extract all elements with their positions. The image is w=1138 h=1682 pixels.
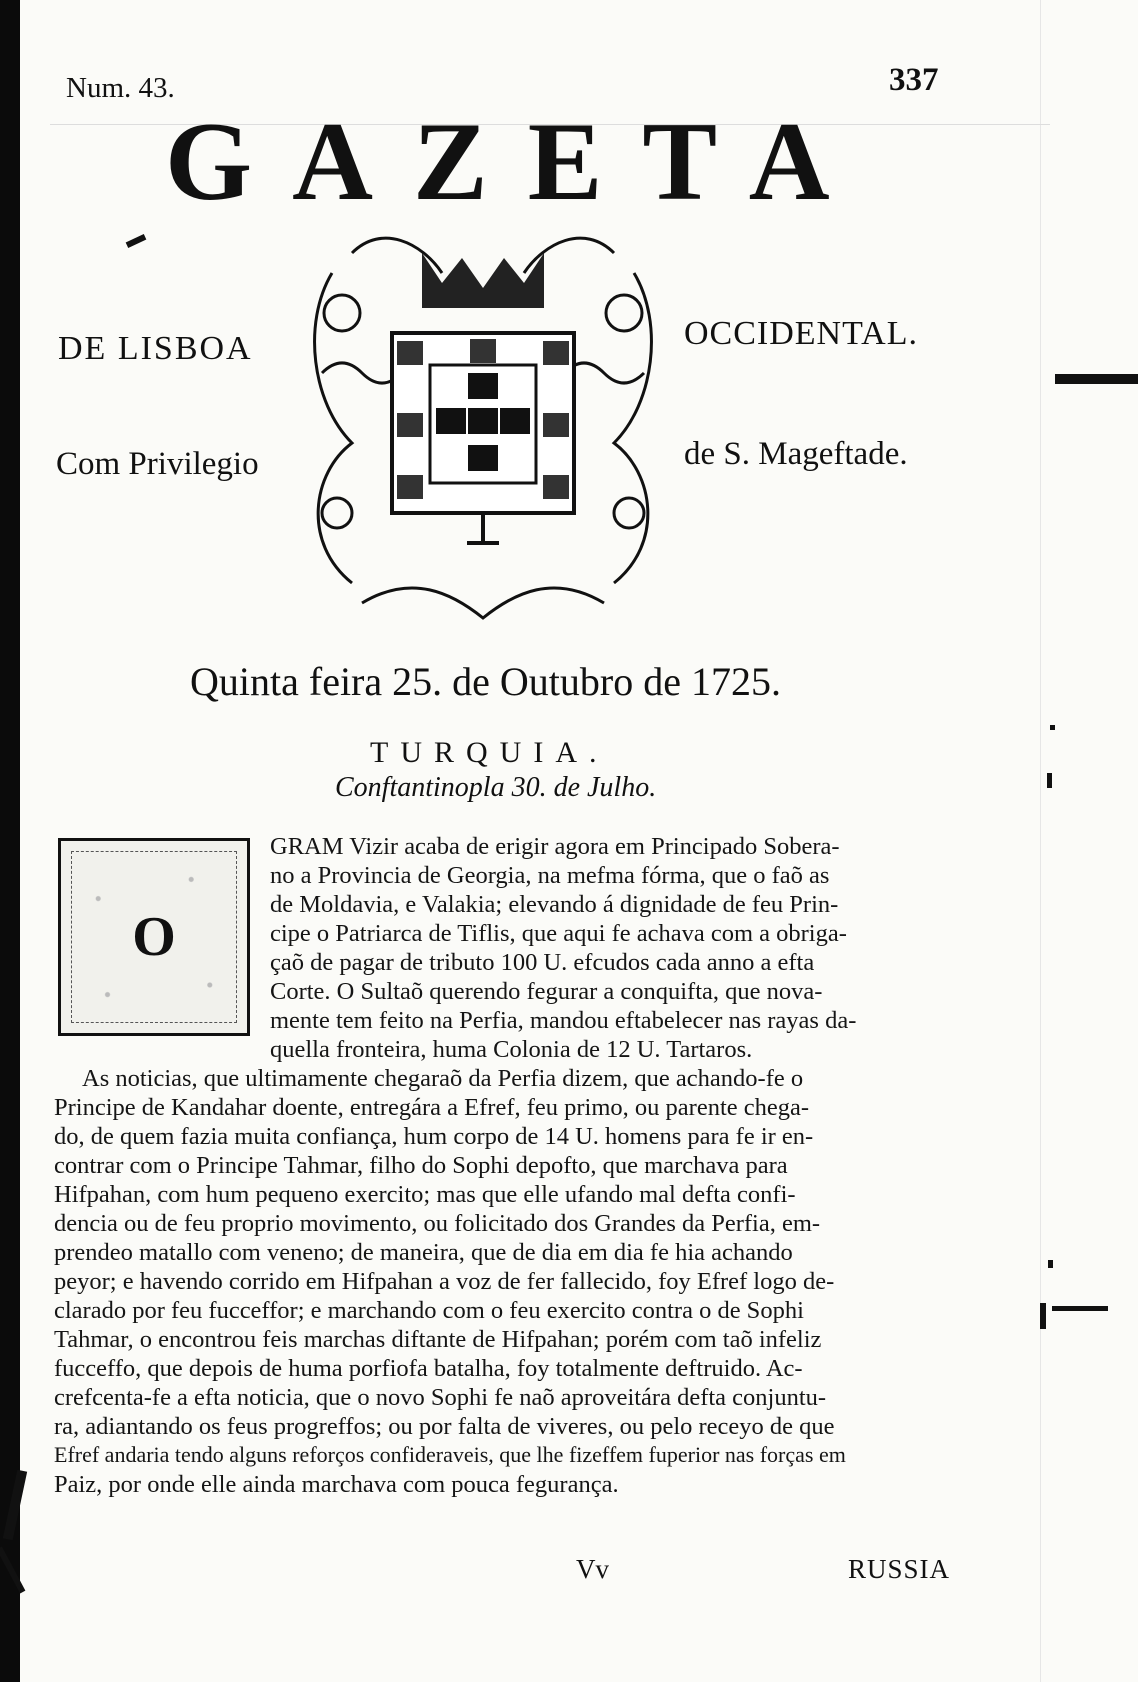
article-line: prendeo matallo com veneno; de maneira, que de dia em dia fe hia achando <box>54 1239 793 1266</box>
ink-mark <box>1055 374 1138 384</box>
article-line: dencia ou de feu proprio movimento, ou folicitado dos Grandes da Perfia, em- <box>54 1210 821 1237</box>
privilege-left: Com Privilegio <box>56 446 259 482</box>
article-line: no a Provincia de Georgia, na mefma fórma, que o faõ as <box>270 862 830 889</box>
article-line: crefcenta-fe a efta noticia, que o novo Sophi fe naõ aproveitára defta conjuntu- <box>54 1384 827 1411</box>
article-line: mente tem feito na Perfia, mandou eftabelecer nas rayas da- <box>270 1007 857 1034</box>
privilege-right: de S. Mageftade. <box>684 436 908 472</box>
fold-line <box>1040 0 1041 1682</box>
article-line: Hifpahan, com hum pequeno exercito; mas que elle ufando mal defta confi- <box>54 1181 796 1208</box>
catchword: RUSSIA <box>848 1554 951 1584</box>
article-line: peyor; e havendo corrido em Hifpahan a voz de fer fallecido, foy Efref logo de- <box>54 1268 835 1295</box>
article-line: As noticias, que ultimamente chegaraõ da Perfia dizem, que achando-fe o <box>82 1065 804 1092</box>
article-line: çaõ de pagar de tributo 100 U. efcudos cada anno a efta <box>270 949 815 976</box>
page-number: 337 <box>889 62 939 98</box>
article-line: fucceffo, que depois de huma porfiofa batalha, foy totalmente deftruido. Ac- <box>54 1355 803 1382</box>
royal-coat-of-arms-icon <box>292 213 674 623</box>
ink-mark <box>1040 1303 1046 1329</box>
section-country: TURQUIA. <box>370 736 609 769</box>
issue-date: Quinta feira 25. de Outubro de 1725. <box>190 659 781 704</box>
signature-mark: Vv <box>576 1554 609 1584</box>
issue-number: Num. 43. <box>66 72 175 104</box>
article-line: Corte. O Sultaõ querendo fegurar a conquifta, que nova- <box>270 978 823 1005</box>
article-line: clarado por feu fucceffor; e marchando com o feu exercito contra o de Sophi <box>54 1297 804 1324</box>
scan-edge <box>0 0 20 1682</box>
article-line: do, de quem fazia muita confiança, hum corpo de 14 U. homens para fe ir en- <box>54 1123 814 1150</box>
initial-letter: O <box>132 906 176 968</box>
subtitle-right: OCCIDENTAL. <box>684 315 918 352</box>
article-line: Efref andaria tendo alguns reforços confideraveis, que lhe fizeffem fuperior nas forças em <box>54 1442 846 1467</box>
section-place-date: Conftantinopla 30. de Julho. <box>335 772 657 803</box>
article-line: ra, adiantando os feus progreffos; ou por falta de viveres, ou pelo receyo de que <box>54 1413 835 1440</box>
ink-mark <box>1048 1260 1053 1268</box>
decorated-initial <box>58 838 250 1036</box>
ink-mark <box>1047 773 1052 788</box>
article-line: cipe o Patriarca de Tiflis, que aqui fe achava com a obriga- <box>270 920 847 947</box>
article-line: quella fronteira, huma Colonia de 12 U. Tartaros. <box>270 1036 753 1063</box>
article-line: de Moldavia, e Valakia; elevando á dignidade de feu Prin- <box>270 891 839 918</box>
subtitle-left: DE LISBOA <box>58 330 253 367</box>
ink-mark <box>126 234 147 248</box>
masthead-title: GAZETA <box>165 100 870 224</box>
article-line: Principe de Kandahar doente, entregára a Efref, feu primo, ou parente chega- <box>54 1094 810 1121</box>
article-line: contrar com o Principe Tahmar, filho do Sophi depofto, que marchava para <box>54 1152 788 1179</box>
ink-mark <box>1050 725 1055 730</box>
article-line: Tahmar, o encontrou feis marchas diftante de Hifpahan; porém com taõ infeliz <box>54 1326 822 1353</box>
article-line: Paiz, por onde elle ainda marchava com pouca fegurança. <box>54 1471 619 1498</box>
article-line: GRAM Vizir acaba de erigir agora em Principado Sobera- <box>270 833 840 860</box>
ink-mark <box>1052 1306 1108 1311</box>
